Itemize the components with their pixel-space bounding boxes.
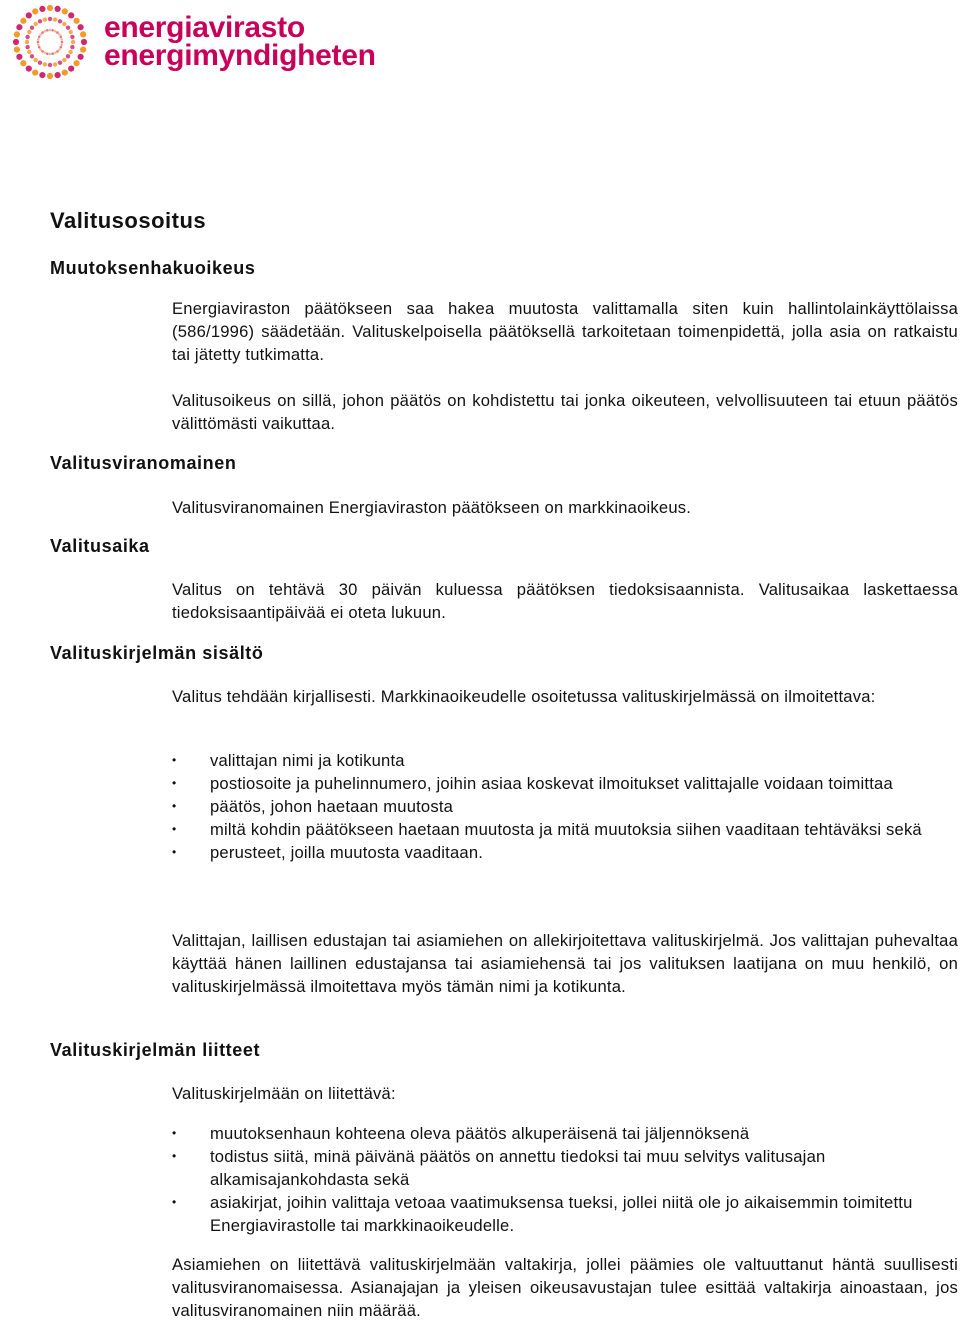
logo-line-2: energimyndigheten xyxy=(104,39,376,72)
liitteet-bullet-list xyxy=(172,1122,958,1237)
paragraph-sisalto-allekirjoitus: Valittajan, laillisen edustajan tai asiamiehen on allekirjoitettava valituskirjelmä. Jos valittajan puhevaltaa käyttää hänen laillinen edustajansa tai asiamiehensä tai jos valituksen laatijana on muu henkilö, on valituskirjelmässä ilmoitettava myös tämän nimi ja kotikunta. xyxy=(172,931,958,996)
paragraph-valitusaika: Valitus on tehtävä 30 päivän kuluessa päätöksen tiedoksisaannista. Valitusaikaa laskettaessa tiedoksisaantipäivää ei oteta lukuun. xyxy=(172,580,958,622)
heading-valituskirjelman-liitteet: Valituskirjelmän liitteet xyxy=(50,1040,261,1060)
paragraph-liitteet-valtakirja: Asiamiehen on liitettävä valituskirjelmään valtakirja, jollei päämies ole valtuuttanut häntä suullisesti valitusviranomaisessa. Asianajajan ja yleisen oikeusavustajan tulee esittää valtakirja ainoastaan, jos valitusviranomainen niin määrää. xyxy=(172,1255,958,1320)
heading-muutoksenhakuoikeus: Muutoksenhakuoikeus xyxy=(50,258,256,278)
heading-valitusaika: Valitusaika xyxy=(50,536,150,556)
logo-wordmark xyxy=(104,11,376,72)
list-item: • todistus siitä, minä päivänä päätös on annettu tiedoksi tai muu selvitys valitusajan alkamisajankohdasta sekä xyxy=(172,1145,958,1191)
heading-valituskirjelman-sisalto: Valituskirjelmän sisältö xyxy=(50,643,264,663)
list-item: • perusteet, joilla muutosta vaaditaan. xyxy=(172,841,958,864)
sunburst-logo-mark xyxy=(6,4,94,80)
sisalto-bullet-list xyxy=(172,749,958,864)
list-item: • miltä kohdin päätökseen haetaan muutosta ja mitä muutoksia siihen vaaditaan tehtäväksi sekä xyxy=(172,818,958,841)
paragraph-liitteet-intro: Valituskirjelmään on liitettävä: xyxy=(172,1084,396,1103)
list-item: • päätös, johon haetaan muutosta xyxy=(172,795,958,818)
document-title: Valitusosoitus xyxy=(50,208,207,233)
paragraph-valitusviranomainen: Valitusviranomainen Energiaviraston päätökseen on markkinaoikeus. xyxy=(172,498,692,517)
paragraph-muutoksenhakuoikeus-1: Energiaviraston päätökseen saa hakea muutosta valittamalla siten kuin hallintolainkäyttölaissa (586/1996) säädetään. Valituskelpoisella päätöksellä tarkoitetaan toimenpidettä, jolla asia on ratkaistu tai jätetty tutkimatta. xyxy=(172,299,958,364)
list-item: • muutoksenhaun kohteena oleva päätös alkuperäisenä tai jäljennöksenä xyxy=(172,1122,958,1145)
list-item: • valittajan nimi ja kotikunta xyxy=(172,749,958,772)
list-item: • asiakirjat, joihin valittaja vetoaa vaatimuksensa tueksi, jollei niitä ole jo aikaisemmin toimitettu Energiavirastolle tai markkinaoikeudelle. xyxy=(172,1191,958,1237)
energiavirasto-logo xyxy=(6,4,376,84)
logo-line-1: energiavirasto xyxy=(104,11,305,44)
list-item: • postiosoite ja puhelinnumero, joihin asiaa koskevat ilmoitukset valittajalle voidaan toimittaa xyxy=(172,772,958,795)
paragraph-muutoksenhakuoikeus-2: Valitusoikeus on sillä, johon päätös on kohdistettu tai jonka oikeuteen, velvollisuuteen tai etuun päätös välittömästi vaikuttaa. xyxy=(172,391,958,433)
heading-valitusviranomainen: Valitusviranomainen xyxy=(50,453,237,473)
paragraph-sisalto-intro: Valitus tehdään kirjallisesti. Markkinaoikeudelle osoitetussa valituskirjelmässä on ilmoitettava: xyxy=(172,687,876,706)
